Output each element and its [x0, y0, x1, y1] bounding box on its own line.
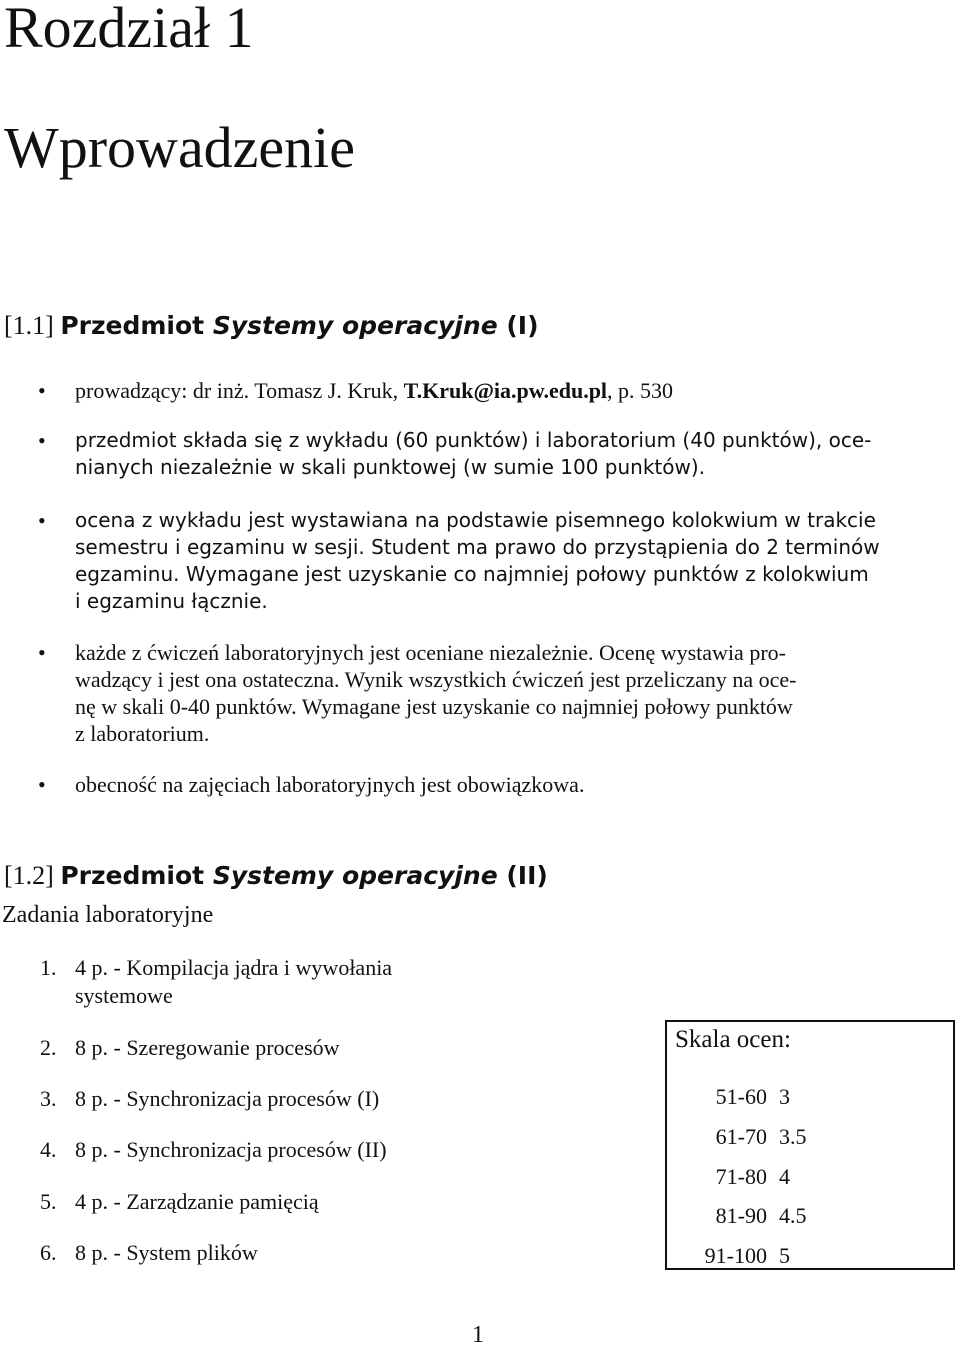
scale-grade: 4 [779, 1164, 790, 1189]
subheading: Zadania laboratoryjne [2, 902, 214, 928]
bullet-line [75, 378, 673, 404]
scale-range: 51-60 [715, 1084, 767, 1109]
bullet-icon: • [38, 772, 46, 797]
scale-title: Skala ocen: [675, 1026, 791, 1053]
grading-scale-box [665, 1020, 955, 1270]
item-text: 8 p. - Synchronizacja procesów (I) [75, 1086, 380, 1111]
bullet-line: przedmiot składa się z wykładu (60 punktów) i laboratorium (40 punktów), oce- [75, 428, 872, 452]
bullet-line: ocena z wykładu jest wystawiana na podstawie pisemnego kolokwium w trakcie [75, 508, 876, 532]
item-text: 4 p. - Kompilacja jądra i wywołania [75, 955, 393, 980]
bullet-line: nianych niezależnie w skali punktowej (w sumie 100 punktów). [75, 455, 706, 479]
item-number: 3. [40, 1086, 57, 1111]
section-title-italic: Systemy operacyjne [212, 861, 498, 890]
email-link[interactable]: T.Kruk@ia.pw.edu.pl [403, 378, 608, 403]
item-text: systemowe [75, 983, 173, 1008]
item-text: 8 p. - System plików [75, 1240, 258, 1265]
section-heading-1 [4, 310, 539, 342]
bullet-icon: • [38, 640, 46, 665]
bullet-icon: • [38, 428, 46, 453]
bullet-text: , p. 530 [607, 378, 674, 403]
section-title-suffix: (II) [497, 861, 548, 890]
item-number: 5. [40, 1189, 57, 1214]
section-title-italic: Systemy operacyjne [212, 311, 498, 340]
item-number: 1. [40, 955, 57, 980]
scale-range: 81-90 [715, 1203, 767, 1228]
bullet-icon: • [38, 508, 46, 533]
scale-grade: 3 [779, 1084, 790, 1109]
bullet-line: wadzący i jest ona ostateczna. Wynik wszystkich ćwiczeń jest przeliczany na oce- [75, 667, 797, 692]
bullet-line: obecność na zajęciach laboratoryjnych jest obowiązkowa. [75, 772, 585, 797]
scale-grade: 3.5 [779, 1124, 807, 1149]
item-text: 8 p. - Synchronizacja procesów (II) [75, 1137, 387, 1162]
item-text: 4 p. - Zarządzanie pamięcią [75, 1189, 319, 1214]
section-title [60, 861, 548, 890]
bullet-line: nę w skali 0-40 punktów. Wymagane jest uzyskanie co najmniej połowy punktów [75, 694, 793, 719]
scale-range: 61-70 [715, 1124, 767, 1149]
bullet-line: z laboratorium. [75, 721, 210, 746]
scale-grade: 4.5 [779, 1203, 807, 1228]
section-title-prefix: Przedmiot [60, 311, 213, 340]
scale-range: 91-100 [704, 1243, 767, 1268]
section-title-prefix: Przedmiot [60, 861, 213, 890]
bullet-text: prowadzący: dr inż. Tomasz J. Kruk, [75, 378, 404, 403]
section-heading-2 [4, 860, 548, 892]
chapter-heading: Rozdział 1 [4, 0, 254, 60]
section-title [60, 311, 538, 340]
scale-range: 71-80 [715, 1164, 767, 1189]
scale-grade: 5 [779, 1243, 790, 1268]
bullet-line: i egzaminu łącznie. [75, 589, 268, 613]
chapter-title: Wprowadzenie [4, 115, 356, 180]
item-number: 6. [40, 1240, 57, 1265]
bullet-line: każde z ćwiczeń laboratoryjnych jest oceniane niezależnie. Ocenę wystawia pro- [75, 640, 786, 665]
item-number: 2. [40, 1035, 57, 1060]
bullet-line: egzaminu. Wymagane jest uzyskanie co najmniej połowy punktów z kolokwium [75, 562, 869, 586]
section-title-suffix: (I) [497, 311, 539, 340]
bullet-icon: • [38, 378, 46, 403]
page-number: 1 [472, 1322, 484, 1348]
item-text: 8 p. - Szeregowanie procesów [75, 1035, 340, 1060]
item-number: 4. [40, 1137, 57, 1162]
section-number: [1.2] [4, 861, 54, 890]
bullet-line: semestru i egzaminu w sesji. Student ma prawo do przystąpienia do 2 terminów [75, 535, 880, 559]
section-number: [1.1] [4, 311, 54, 340]
